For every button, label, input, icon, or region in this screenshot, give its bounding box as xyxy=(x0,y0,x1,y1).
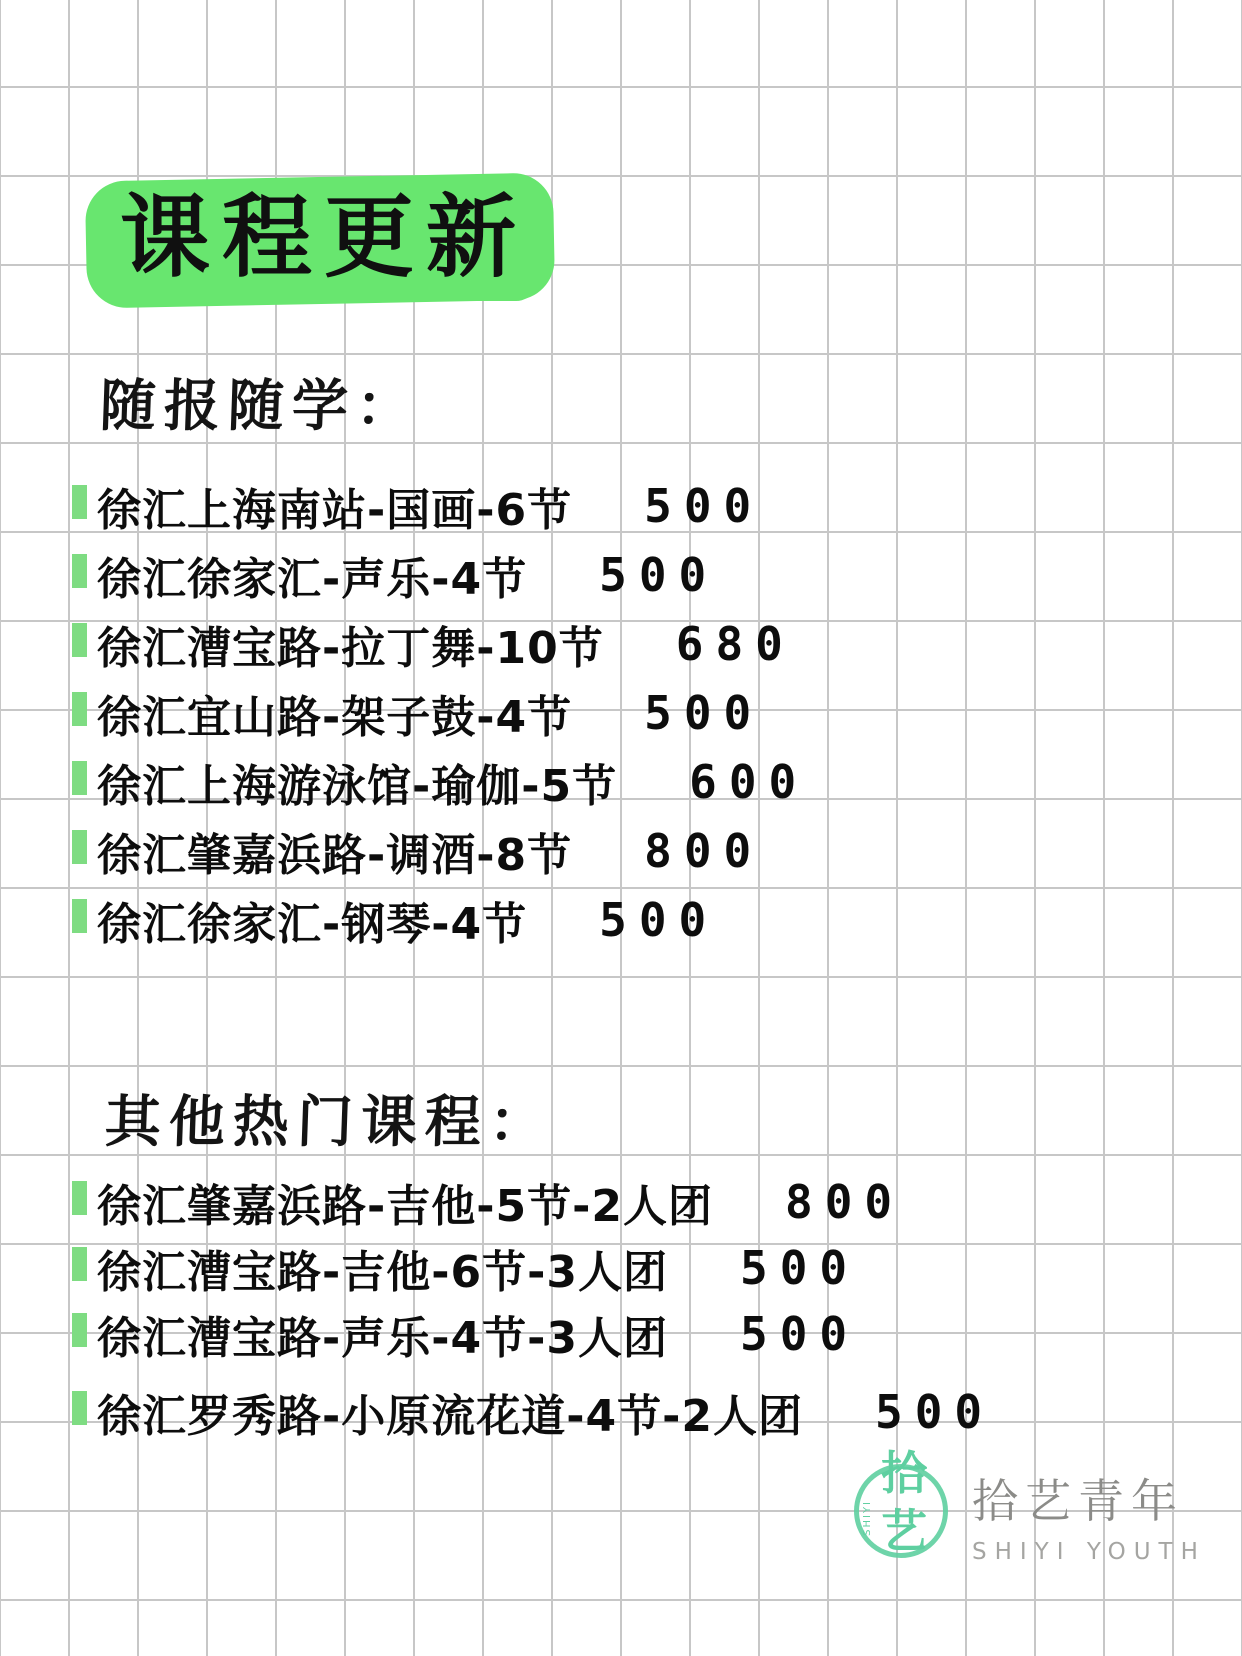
course-row xyxy=(72,617,808,674)
brand-name-en: SHIYI YOUTH xyxy=(972,1539,1206,1565)
bullet-icon xyxy=(72,485,87,519)
course-list-hot xyxy=(72,1175,995,1454)
course-label: 徐汇肇嘉浜路-调酒-8节 xyxy=(97,830,573,881)
course-label: 徐汇徐家汇-声乐-4节 xyxy=(97,554,528,605)
bullet-icon xyxy=(72,1181,87,1215)
brand-name-cn: 拾艺青年 xyxy=(972,1474,1184,1528)
course-label: 徐汇罗秀路-小原流花道-4节-2人团 xyxy=(97,1391,804,1442)
course-label: 徐汇漕宝路-拉丁舞-10节 xyxy=(97,623,604,674)
section-heading-hot: 其他热门课程： xyxy=(103,1090,554,1155)
bullet-icon xyxy=(72,1391,87,1425)
bullet-icon xyxy=(72,899,87,933)
bullet-icon xyxy=(72,1313,87,1347)
course-price: 500 xyxy=(599,548,719,602)
course-label: 徐汇徐家汇-钢琴-4节 xyxy=(97,899,528,950)
brand-logo xyxy=(852,1446,1206,1578)
course-row xyxy=(72,548,808,605)
course-row xyxy=(72,824,808,881)
brand-logo-text xyxy=(972,1465,1206,1565)
course-price: 800 xyxy=(785,1175,905,1229)
logo-char-bottom: 艺 xyxy=(881,1504,927,1558)
course-row xyxy=(72,1385,995,1442)
course-row xyxy=(72,1175,994,1232)
course-price: 500 xyxy=(644,686,764,740)
bullet-icon xyxy=(72,554,87,588)
course-row xyxy=(72,1241,994,1298)
course-list-anytime xyxy=(72,479,809,965)
course-price: 800 xyxy=(644,824,764,878)
course-price: 500 xyxy=(740,1307,860,1361)
page-title: 课程更新 xyxy=(120,185,528,290)
bullet-icon xyxy=(72,761,87,795)
course-label: 徐汇漕宝路-声乐-4节-3人团 xyxy=(97,1313,669,1364)
section-heading-anytime: 随报随学： xyxy=(98,374,421,439)
course-price: 500 xyxy=(875,1385,995,1439)
brand-logo-icon xyxy=(852,1446,956,1578)
course-price: 680 xyxy=(675,617,795,671)
bullet-icon xyxy=(72,623,87,657)
bullet-icon xyxy=(72,692,87,726)
course-price: 600 xyxy=(689,755,809,809)
course-row xyxy=(72,1307,994,1364)
course-row xyxy=(72,479,808,536)
course-row xyxy=(72,686,808,743)
bullet-icon xyxy=(72,1247,87,1281)
bullet-icon xyxy=(72,830,87,864)
course-price: 500 xyxy=(599,893,719,947)
course-label: 徐汇宜山路-架子鼓-4节 xyxy=(97,692,573,743)
course-row xyxy=(72,893,808,950)
course-price: 500 xyxy=(644,479,764,533)
course-label: 徐汇肇嘉浜路-吉他-5节-2人团 xyxy=(97,1181,714,1232)
logo-char-top: 拾 xyxy=(881,1446,927,1500)
course-row xyxy=(72,755,809,812)
logo-vertical-text: SHIYI xyxy=(862,1500,873,1536)
course-price: 500 xyxy=(740,1241,860,1295)
course-label: 徐汇上海游泳馆-瑜伽-5节 xyxy=(97,761,618,812)
course-label: 徐汇上海南站-国画-6节 xyxy=(97,485,573,536)
course-label: 徐汇漕宝路-吉他-6节-3人团 xyxy=(97,1247,669,1298)
title-highlight-box xyxy=(92,182,546,301)
